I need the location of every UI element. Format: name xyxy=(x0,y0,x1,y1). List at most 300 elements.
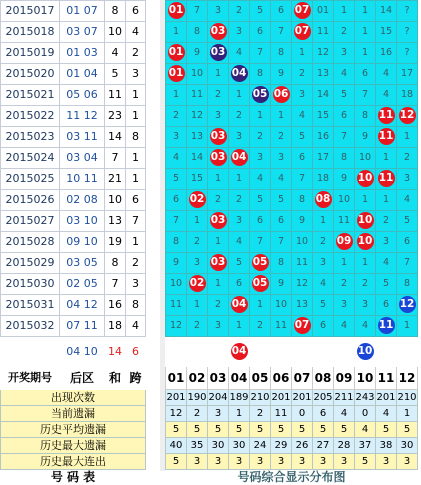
number-ball: 03 xyxy=(210,149,227,166)
stat-value: 3 xyxy=(292,454,313,470)
omission-cell: 2 xyxy=(187,316,208,337)
stat-row xyxy=(1,454,146,470)
omission-cell: 3 xyxy=(229,22,250,43)
stat-value: 3 xyxy=(334,454,355,470)
stat-values-row xyxy=(166,422,418,438)
hit-cell xyxy=(208,253,229,274)
stat-value: 201 xyxy=(292,390,313,406)
stat-value: 3 xyxy=(250,454,271,470)
stat-value: 40 xyxy=(166,438,187,454)
back-numbers: 09 10 xyxy=(60,232,105,253)
issue-number: 2015031 xyxy=(1,295,60,316)
number-header-row xyxy=(166,367,418,390)
omission-cell: 8 xyxy=(334,148,355,169)
omission-cell: 1 xyxy=(229,316,250,337)
current-cell xyxy=(229,337,250,367)
stat-value: 5 xyxy=(166,454,187,470)
draw-row xyxy=(1,43,146,64)
omission-cell: 3 xyxy=(271,148,292,169)
stat-value: 243 xyxy=(355,390,376,406)
omission-cell: 16 xyxy=(376,43,397,64)
omission-cell: 3 xyxy=(376,232,397,253)
issue-number: 2015029 xyxy=(1,253,60,274)
stat-label: 历史最大连出 xyxy=(1,454,146,470)
omission-cell: 9 xyxy=(187,43,208,64)
stat-value: 26 xyxy=(292,438,313,454)
number-ball: 04 xyxy=(231,65,248,82)
back-numbers: 10 11 xyxy=(60,169,105,190)
omission-cell: 12 xyxy=(187,106,208,127)
omission-cell: 1 xyxy=(229,169,250,190)
stat-value: 211 xyxy=(334,390,355,406)
draw-row xyxy=(1,85,146,106)
stat-value: 5 xyxy=(229,422,250,438)
omission-cell: 8 xyxy=(292,190,313,211)
omission-cell: 7 xyxy=(292,169,313,190)
number-ball: 05 xyxy=(252,275,269,292)
omission-cell: 4 xyxy=(334,316,355,337)
current-cell xyxy=(355,337,376,367)
omission-cell: 6 xyxy=(166,190,187,211)
stat-row xyxy=(1,422,146,438)
sum-value: 19 xyxy=(105,232,126,253)
stat-value: 3 xyxy=(208,406,229,422)
draw-row xyxy=(1,64,146,85)
grid-row xyxy=(166,295,418,316)
hit-cell xyxy=(187,274,208,295)
omission-cell: 3 xyxy=(208,1,229,22)
stat-value: 12 xyxy=(166,406,187,422)
sum-value: 5 xyxy=(105,64,126,85)
current-cell xyxy=(376,337,397,367)
issue-number: 2015026 xyxy=(1,190,60,211)
number-ball: 06 xyxy=(273,86,290,103)
stat-value: 5 xyxy=(292,422,313,438)
omission-cell: 1 xyxy=(397,127,418,148)
omission-cell: 1 xyxy=(334,253,355,274)
issue-number: 2015022 xyxy=(1,106,60,127)
omission-cell: 5 xyxy=(166,169,187,190)
stat-value: 210 xyxy=(250,390,271,406)
back-numbers: 03 05 xyxy=(60,253,105,274)
draw-row xyxy=(1,274,146,295)
number-header: 05 xyxy=(250,367,271,390)
number-ball: 05 xyxy=(252,254,269,271)
current-span: 6 xyxy=(126,337,146,367)
omission-cell: 2 xyxy=(250,127,271,148)
hit-cell xyxy=(229,295,250,316)
number-ball: 03 xyxy=(210,44,227,61)
omission-cell: 2 xyxy=(313,232,334,253)
number-header: 08 xyxy=(313,367,334,390)
number-header: 01 xyxy=(166,367,187,390)
omission-cell: 1 xyxy=(292,43,313,64)
hit-cell xyxy=(208,43,229,64)
issue-number: 2015024 xyxy=(1,148,60,169)
omission-cell: 1 xyxy=(334,1,355,22)
omission-cell: 4 xyxy=(355,316,376,337)
omission-cell: 3 xyxy=(187,253,208,274)
number-ball: 01 xyxy=(168,44,185,61)
omission-cell: 1 xyxy=(187,295,208,316)
number-header: 06 xyxy=(271,367,292,390)
stat-values-row xyxy=(166,390,418,406)
omission-cell: 5 xyxy=(397,211,418,232)
stat-label: 历史最大遗漏 xyxy=(1,438,146,454)
span-value: 4 xyxy=(126,316,146,337)
omission-cell: 1 xyxy=(250,295,271,316)
hit-cell xyxy=(250,253,271,274)
omission-cell: 12 xyxy=(292,274,313,295)
stat-value: 210 xyxy=(397,390,418,406)
omission-cell: 13 xyxy=(187,127,208,148)
number-ball: 04 xyxy=(231,296,248,313)
omission-cell: 7 xyxy=(187,1,208,22)
hit-cell xyxy=(355,211,376,232)
span-value: 3 xyxy=(126,274,146,295)
omission-cell: ? xyxy=(397,1,418,22)
omission-cell: 17 xyxy=(313,148,334,169)
hit-cell xyxy=(292,1,313,22)
footer-right: 号码综合显示分布图 xyxy=(166,470,418,485)
back-numbers: 03 10 xyxy=(60,211,105,232)
omission-cell: 11 xyxy=(334,211,355,232)
number-ball: 02 xyxy=(189,191,206,208)
omission-cell: 1 xyxy=(376,148,397,169)
omission-cell: 5 xyxy=(292,127,313,148)
span-value: 8 xyxy=(126,127,146,148)
grid-row xyxy=(166,190,418,211)
omission-cell: 3 xyxy=(334,43,355,64)
hit-cell xyxy=(166,43,187,64)
grid-row xyxy=(166,64,418,85)
omission-cell: 17 xyxy=(397,64,418,85)
omission-cell: 7 xyxy=(250,232,271,253)
number-header: 09 xyxy=(334,367,355,390)
omission-cell: 12 xyxy=(313,43,334,64)
grid-row xyxy=(166,22,418,43)
omission-cell: 6 xyxy=(250,211,271,232)
hit-cell xyxy=(208,22,229,43)
stat-value: 2 xyxy=(187,406,208,422)
number-header: 12 xyxy=(397,367,418,390)
current-cell xyxy=(292,337,313,367)
omission-cell: 7 xyxy=(271,232,292,253)
omission-cell: 2 xyxy=(334,274,355,295)
sum-value: 23 xyxy=(105,106,126,127)
omission-cell: 3 xyxy=(334,295,355,316)
omission-cell: 9 xyxy=(271,274,292,295)
stat-value: 11 xyxy=(271,406,292,422)
stat-value: 5 xyxy=(397,422,418,438)
omission-cell: 4 xyxy=(229,232,250,253)
omission-cell: 18 xyxy=(397,85,418,106)
issue-number: 2015020 xyxy=(1,64,60,85)
back-numbers: 05 06 xyxy=(60,85,105,106)
hit-cell xyxy=(250,274,271,295)
span-value: 7 xyxy=(126,211,146,232)
omission-cell: 1 xyxy=(208,232,229,253)
number-ball: 07 xyxy=(294,23,311,40)
current-cell xyxy=(187,337,208,367)
draw-row xyxy=(1,106,146,127)
number-ball: 02 xyxy=(189,275,206,292)
omission-cell: 1 xyxy=(397,316,418,337)
hit-cell xyxy=(397,106,418,127)
omission-cell: 6 xyxy=(271,1,292,22)
omission-cell: 1 xyxy=(271,106,292,127)
stat-value: 3 xyxy=(397,454,418,470)
issue-number: 2015030 xyxy=(1,274,60,295)
omission-cell: 4 xyxy=(376,253,397,274)
sum-value: 16 xyxy=(105,295,126,316)
omission-cell: 1 xyxy=(187,211,208,232)
stat-value: 4 xyxy=(355,422,376,438)
footer-grid-row xyxy=(166,470,418,485)
hit-cell xyxy=(166,64,187,85)
stat-value: 24 xyxy=(250,438,271,454)
omission-cell: 1 xyxy=(355,1,376,22)
omission-cell: 6 xyxy=(355,64,376,85)
draw-row xyxy=(1,253,146,274)
draw-row xyxy=(1,295,146,316)
grid-row xyxy=(166,169,418,190)
omission-cell: 2 xyxy=(229,190,250,211)
span-value: 8 xyxy=(126,295,146,316)
grid-row xyxy=(166,253,418,274)
omission-cell: 14 xyxy=(187,148,208,169)
header-span: 跨 xyxy=(126,367,146,390)
grid-row xyxy=(166,1,418,22)
omission-cell: 7 xyxy=(355,85,376,106)
back-numbers: 02 05 xyxy=(60,274,105,295)
hit-cell xyxy=(292,22,313,43)
omission-cell: 1 xyxy=(229,85,250,106)
omission-cell: 1 xyxy=(355,22,376,43)
omission-cell: 6 xyxy=(376,295,397,316)
current-cell xyxy=(250,337,271,367)
draw-row xyxy=(1,22,146,43)
sum-value: 8 xyxy=(105,1,126,22)
hit-cell xyxy=(355,232,376,253)
omission-cell: 2 xyxy=(397,148,418,169)
number-ball: 03 xyxy=(210,212,227,229)
omission-cell: 11 xyxy=(313,22,334,43)
omission-cell: 3 xyxy=(355,295,376,316)
stat-value: 5 xyxy=(187,422,208,438)
stat-value: 0 xyxy=(355,406,376,422)
stat-value: 5 xyxy=(334,422,355,438)
omission-cell: 6 xyxy=(313,316,334,337)
omission-cell: 3 xyxy=(208,316,229,337)
header-issue: 开奖期号 xyxy=(1,367,60,390)
number-ball: 01 xyxy=(168,65,185,82)
omission-cell: 1 xyxy=(355,253,376,274)
stat-value: 5 xyxy=(250,422,271,438)
omission-cell: 6 xyxy=(250,22,271,43)
stat-value: 30 xyxy=(229,438,250,454)
issue-number: 2015018 xyxy=(1,22,60,43)
omission-cell: 2 xyxy=(292,64,313,85)
stat-value: 201 xyxy=(271,390,292,406)
omission-cell: 1 xyxy=(208,169,229,190)
omission-cell: 7 xyxy=(397,253,418,274)
current-back: 04 10 xyxy=(60,337,105,367)
stat-value: 38 xyxy=(376,438,397,454)
current-issue xyxy=(1,337,60,367)
sum-value: 14 xyxy=(105,127,126,148)
back-numbers: 01 04 xyxy=(60,64,105,85)
sum-value: 11 xyxy=(105,85,126,106)
omission-cell: 10 xyxy=(187,64,208,85)
stat-row xyxy=(1,406,146,422)
stat-label: 当前遗漏 xyxy=(1,406,146,422)
span-value: 3 xyxy=(126,64,146,85)
omission-cell: 1 xyxy=(355,43,376,64)
omission-cell: 10 xyxy=(292,232,313,253)
number-ball: 07 xyxy=(294,2,311,19)
omission-cell: 4 xyxy=(271,169,292,190)
hit-cell xyxy=(376,127,397,148)
draw-row xyxy=(1,232,146,253)
omission-cell: 6 xyxy=(292,148,313,169)
sum-value: 18 xyxy=(105,316,126,337)
sum-value: 4 xyxy=(105,43,126,64)
omission-cell: 5 xyxy=(250,1,271,22)
omission-cell: 3 xyxy=(250,148,271,169)
omission-cell: 9 xyxy=(166,253,187,274)
span-value: 2 xyxy=(126,43,146,64)
header-back: 后区 xyxy=(60,367,105,390)
omission-cell: 1 xyxy=(166,85,187,106)
omission-cell: 3 xyxy=(229,127,250,148)
omission-cell: 14 xyxy=(376,1,397,22)
issue-number: 2015019 xyxy=(1,43,60,64)
span-value: 6 xyxy=(126,190,146,211)
hit-cell xyxy=(376,106,397,127)
issue-number: 2015021 xyxy=(1,85,60,106)
stat-value: 35 xyxy=(187,438,208,454)
omission-cell: 8 xyxy=(187,22,208,43)
hit-cell xyxy=(313,190,334,211)
footer-left: 号 码 表 xyxy=(1,470,146,485)
omission-cell: ? xyxy=(397,22,418,43)
number-header: 07 xyxy=(292,367,313,390)
omission-cell: 3 xyxy=(229,211,250,232)
omission-cell: 2 xyxy=(271,127,292,148)
omission-cell: 7 xyxy=(334,127,355,148)
number-ball: 04 xyxy=(231,149,248,166)
omission-cell: 15 xyxy=(376,22,397,43)
number-ball: 12 xyxy=(399,296,416,313)
issue-number: 2015027 xyxy=(1,211,60,232)
hit-cell xyxy=(229,64,250,85)
number-ball: 11 xyxy=(378,170,395,187)
number-header: 03 xyxy=(208,367,229,390)
omission-cell: 10 xyxy=(334,190,355,211)
stat-value: 201 xyxy=(376,390,397,406)
span-value: 1 xyxy=(126,232,146,253)
omission-cell: 11 xyxy=(292,253,313,274)
omission-cell: 1 xyxy=(250,106,271,127)
back-numbers: 03 11 xyxy=(60,127,105,148)
hit-cell xyxy=(376,316,397,337)
current-cell xyxy=(166,337,187,367)
grid-row xyxy=(166,232,418,253)
issue-number: 2015023 xyxy=(1,127,60,148)
stat-value: 3 xyxy=(313,454,334,470)
omission-cell: 13 xyxy=(313,64,334,85)
span-value: 6 xyxy=(126,1,146,22)
stat-label: 历史平均遗漏 xyxy=(1,422,146,438)
number-ball: 08 xyxy=(315,191,332,208)
span-value: 1 xyxy=(126,85,146,106)
omission-cell: 5 xyxy=(376,274,397,295)
omission-cell: 15 xyxy=(187,169,208,190)
issue-number: 2015028 xyxy=(1,232,60,253)
omission-cell: 8 xyxy=(355,106,376,127)
stat-values-row xyxy=(166,438,418,454)
stat-value: 3 xyxy=(229,454,250,470)
omission-cell: 2 xyxy=(208,85,229,106)
stat-value: 5 xyxy=(271,422,292,438)
number-ball: 10 xyxy=(357,212,374,229)
sum-value: 21 xyxy=(105,169,126,190)
number-ball: 03 xyxy=(210,254,227,271)
omission-cell: 16 xyxy=(313,127,334,148)
span-value: 1 xyxy=(126,106,146,127)
hit-cell xyxy=(250,85,271,106)
grid-row xyxy=(166,211,418,232)
hit-cell xyxy=(334,232,355,253)
number-ball: 11 xyxy=(378,107,395,124)
span-value: 4 xyxy=(126,22,146,43)
omission-cell: 10 xyxy=(166,274,187,295)
omission-cell: 4 xyxy=(376,64,397,85)
current-grid-row xyxy=(166,337,418,367)
stat-value: 27 xyxy=(313,438,334,454)
current-cell xyxy=(208,337,229,367)
span-value: 1 xyxy=(126,169,146,190)
number-ball: 01 xyxy=(168,2,185,19)
omission-cell: 3 xyxy=(166,127,187,148)
stat-value: 6 xyxy=(313,406,334,422)
stat-value: 5 xyxy=(355,454,376,470)
number-ball: 03 xyxy=(210,23,227,40)
omission-cell: 7 xyxy=(250,43,271,64)
omission-cell: 3 xyxy=(397,169,418,190)
stat-value: 29 xyxy=(271,438,292,454)
back-numbers: 11 12 xyxy=(60,106,105,127)
stat-value: 204 xyxy=(208,390,229,406)
stat-label: 出现次数 xyxy=(1,390,146,406)
stat-value: 2 xyxy=(250,406,271,422)
omission-cell: 5 xyxy=(313,295,334,316)
stat-value: 5 xyxy=(166,422,187,438)
omission-cell: 11 xyxy=(187,85,208,106)
omission-cell: 2 xyxy=(334,22,355,43)
hit-cell xyxy=(208,211,229,232)
stat-value: 3 xyxy=(187,454,208,470)
stat-value: 5 xyxy=(208,422,229,438)
current-draw-row xyxy=(1,337,146,367)
grid-row xyxy=(166,148,418,169)
omission-cell: 1 xyxy=(376,190,397,211)
issue-number: 2015025 xyxy=(1,169,60,190)
omission-cell: 4 xyxy=(250,169,271,190)
number-header: 10 xyxy=(355,367,376,390)
omission-cell: 5 xyxy=(334,85,355,106)
